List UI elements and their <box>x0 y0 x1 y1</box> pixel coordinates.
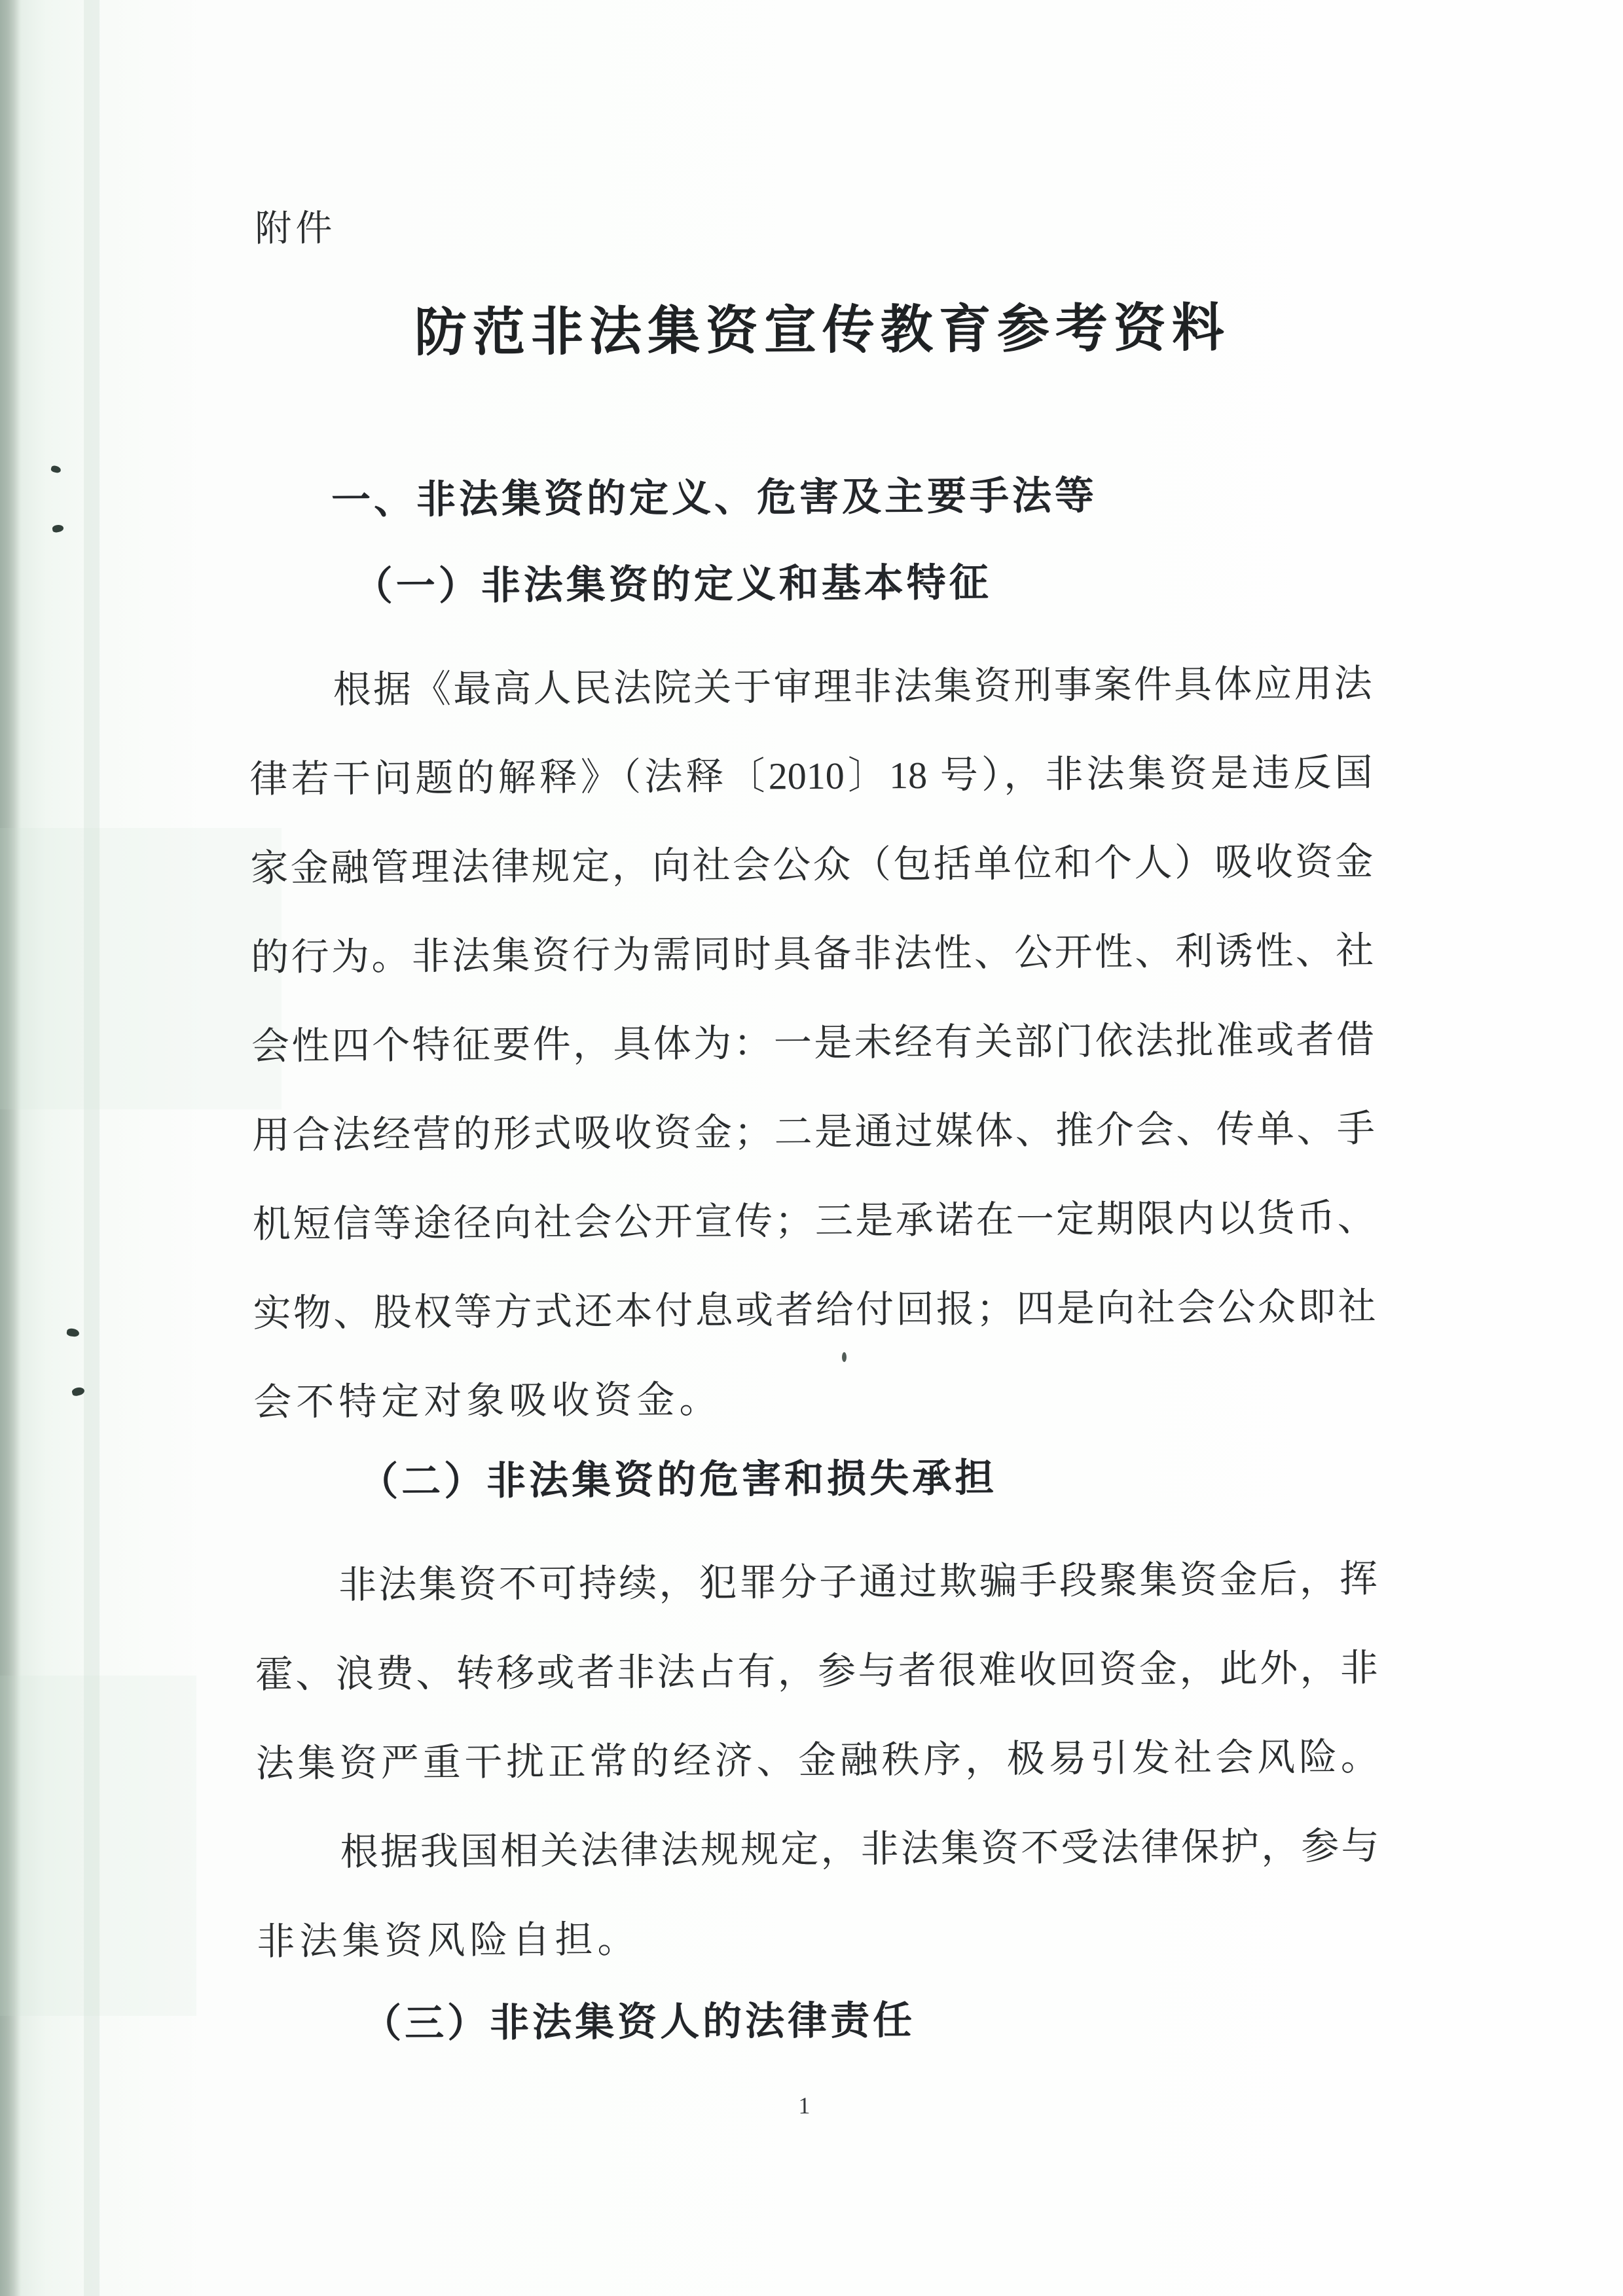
paragraph1-line2: 律若干问题的解释》（法释〔2010〕18 号），非法集资是违反国 <box>249 751 1373 801</box>
paragraph2-line2: 霍、浪费、转移或者非法占有，参与者很难收回资金，此外，非 <box>255 1646 1379 1696</box>
paragraph2-line3: 法集资严重干扰正常的经济、金融秩序，极易引发社会风险。 <box>255 1735 1379 1785</box>
page-number: 1 <box>798 2092 811 2119</box>
paragraph1-line5: 会性四个特征要件，具体为：一是未经有关部门依法批准或者借 <box>251 1018 1375 1068</box>
paragraph1-line1: 根据《最高人民法院关于审理非法集资刑事案件具体应用法 <box>333 662 1372 711</box>
paragraph1-line6: 用合法经营的形式吸收资金；二是通过媒体、推介会、传单、手 <box>251 1107 1376 1157</box>
document-title: 防范非法集资宣传教育参考资料 <box>414 300 1231 363</box>
paragraph1-line8: 实物、股权等方式还本付息或者给付回报；四是向社会公众即社 <box>253 1285 1376 1335</box>
paragraph1-line3: 家金融管理法律规定，向社会公众（包括单位和个人）吸收资金 <box>250 840 1374 890</box>
subsection-heading-1: （一）非法集资的定义和基本特征 <box>353 560 992 609</box>
paragraph1-line9: 会不特定对象吸收资金。 <box>253 1378 722 1424</box>
paragraph2-line1: 非法集资不可持续，犯罪分子通过欺骗手段聚集资金后，挥 <box>338 1557 1378 1607</box>
subsection-heading-2: （二）非法集资的危害和损失承担 <box>358 1456 998 1504</box>
paragraph1-line4: 的行为。非法集资行为需同时具备非法性、公开性、利诱性、社 <box>251 929 1374 979</box>
paragraph3-line1: 根据我国相关法律法规规定，非法集资不受法律保护，参与 <box>340 1824 1379 1874</box>
attachment-label: 附件 <box>255 208 337 250</box>
paragraph3-line2: 非法集资风险自担。 <box>257 1918 640 1964</box>
subsection-heading-3: （三）非法集资人的法律责任 <box>361 1998 916 2046</box>
section-heading-1: 一、非法集资的定义、危害及主要手法等 <box>331 473 1098 522</box>
paragraph1-line7: 机短信等途径向社会公开宣传；三是承诺在一定期限内以货币、 <box>252 1196 1376 1246</box>
